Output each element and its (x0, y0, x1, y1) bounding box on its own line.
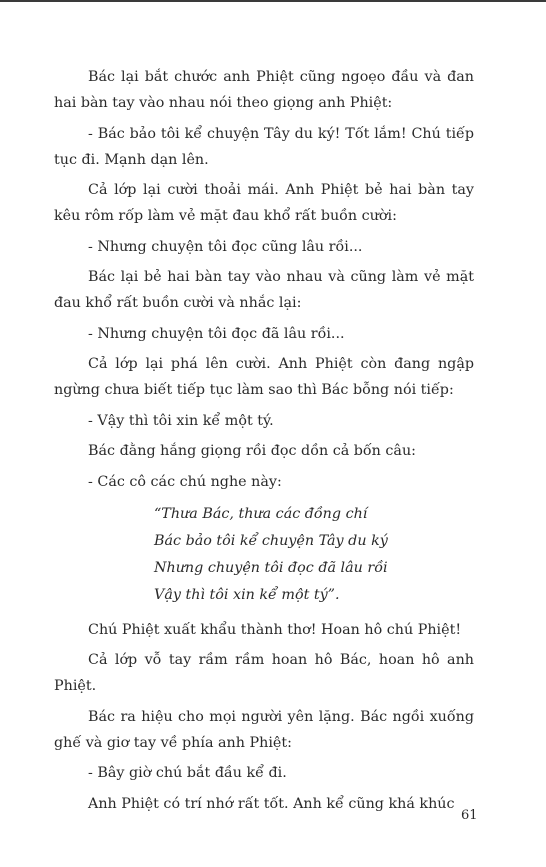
paragraph: Cả lớp vỗ tay rầm rầm hoan hô Bác, hoan hô anh Phiệt. (54, 652, 474, 694)
paragraph: - Nhưng chuyện tôi đọc cũng lâu rồi... (88, 238, 363, 255)
paragraph: Cả lớp lại cười thoải mái. Anh Phiệt bẻ hai bàn tay kêu rôm rốp làm vẻ mặt đau khổ rất buồn cười: (54, 182, 474, 224)
paragraph: - Bác bảo tôi kể chuyện Tây du ký! Tốt lắm! Chú tiếp tục đi. Mạnh dạn lên. (54, 125, 474, 168)
paragraph: - Các cô các chú nghe này: (88, 473, 282, 490)
poem (154, 501, 474, 609)
paragraph: Bác lại bắt chước anh Phiệt cũng ngoẹo đầu và đan hai bàn tay vào nhau nói theo giọng anh Phiệt: (54, 69, 474, 111)
poem-line: Nhưng chuyện tôi đọc đã lâu rồi (154, 559, 388, 576)
top-border-line (0, 0, 546, 2)
paragraph: - Bây giờ chú bắt đầu kể đi. (88, 765, 287, 781)
body-text (54, 64, 474, 821)
paragraph: - Nhưng chuyện tôi đọc đã lâu rồi... (88, 325, 345, 342)
poem-line: Vậy thì tôi xin kể một tý”. (154, 586, 340, 603)
poem-line: “Thưa Bác, thưa các đồng chí (154, 505, 368, 522)
poem-line: Bác bảo tôi kể chuyện Tây du ký (154, 532, 388, 549)
paragraph: Bác ra hiệu cho mọi người yên lặng. Bác ngồi xuống ghế và giơ tay về phía anh Phiệt: (54, 708, 474, 751)
paragraph: Bác đằng hắng giọng rồi đọc dồn cả bốn câu: (88, 443, 416, 459)
page-number: 61 (461, 808, 478, 823)
paragraph: - Vậy thì tôi xin kể một tý. (88, 412, 274, 429)
paragraph: Cả lớp lại phá lên cười. Anh Phiệt còn đang ngập ngừng chưa biết tiếp tục làm sao thì Bác bỗng nói tiếp: (54, 356, 474, 398)
paragraph: Bác lại bẻ hai bàn tay vào nhau và cũng làm vẻ mặt đau khổ rất buồn cười và nhắc lại: (54, 269, 474, 311)
paragraph: Chú Phiệt xuất khẩu thành thơ! Hoan hô chú Phiệt! (88, 621, 462, 638)
paragraph: Anh Phiệt có trí nhớ rất tốt. Anh kể cũng khá khúc (88, 795, 455, 812)
